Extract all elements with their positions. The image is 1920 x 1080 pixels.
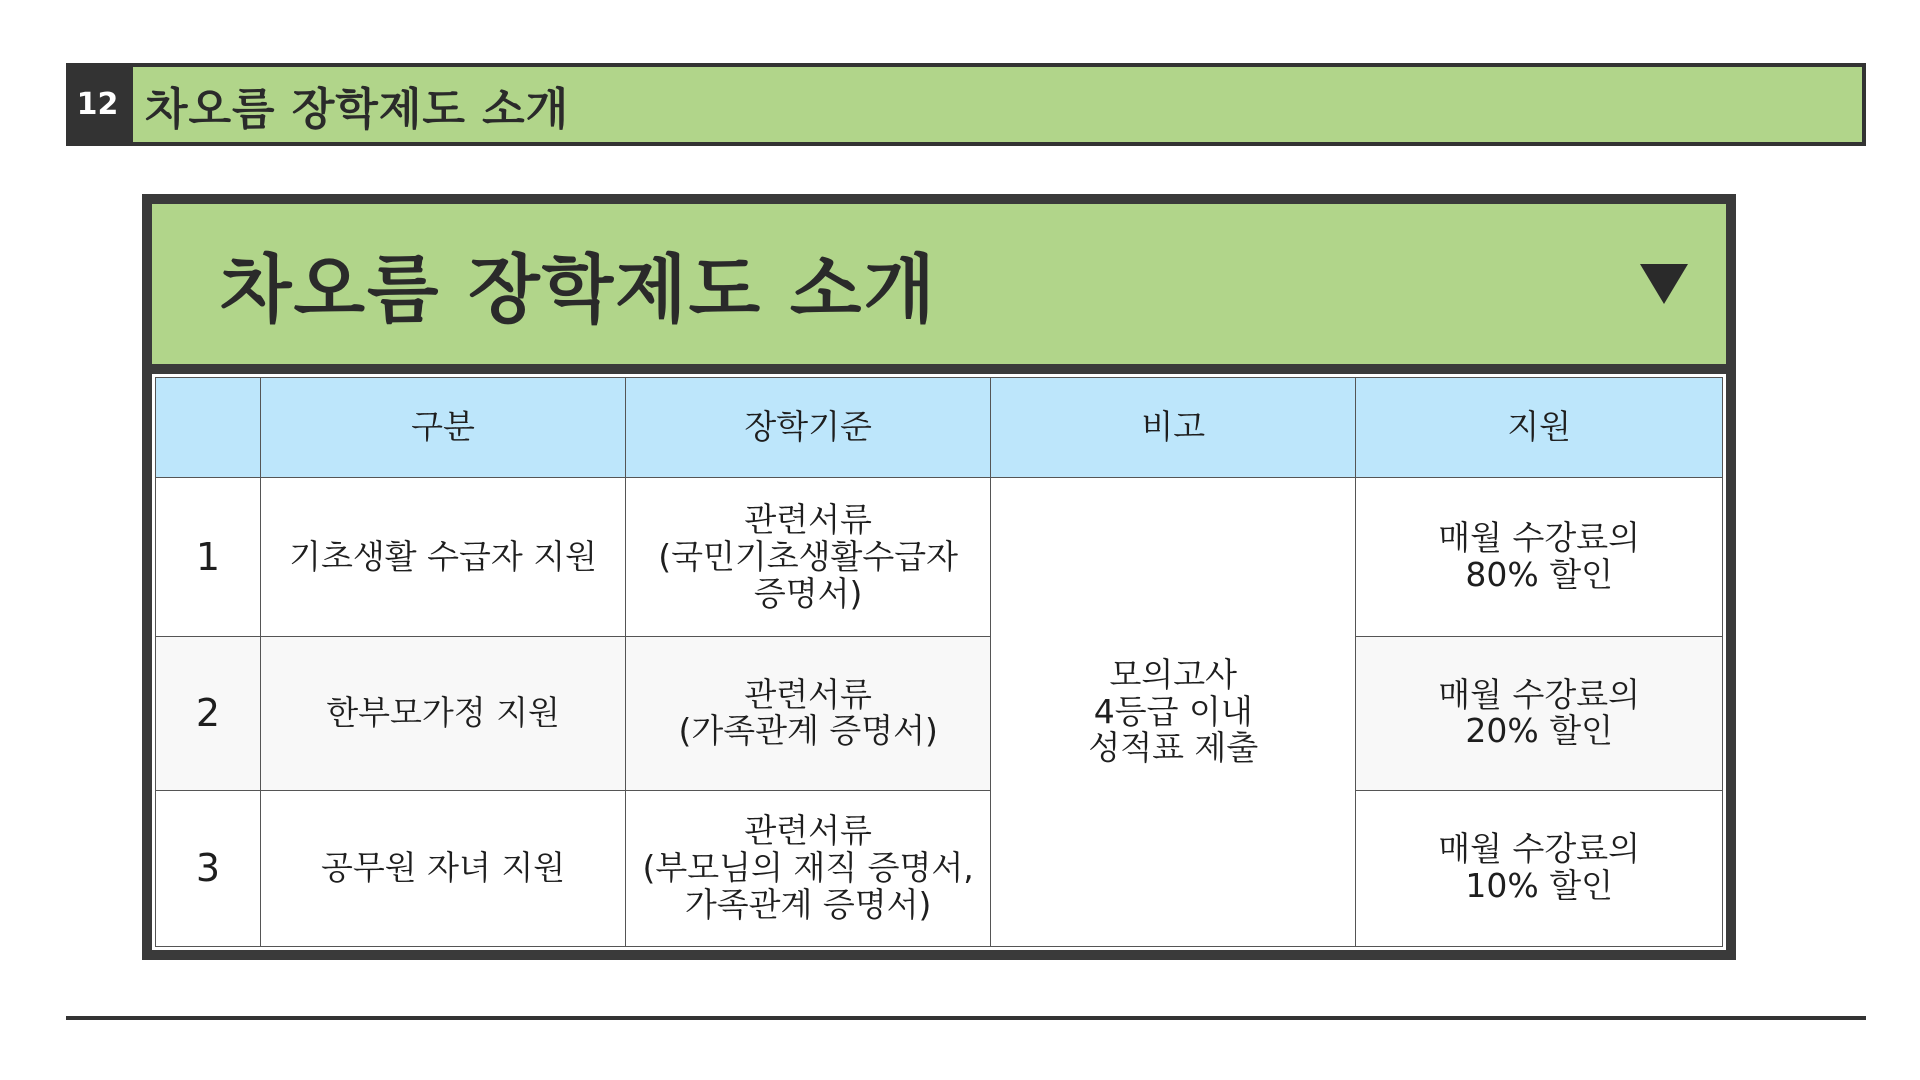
criteria-cell — [626, 637, 991, 790]
support-cell — [1356, 637, 1723, 790]
page-number: 12 — [66, 63, 129, 146]
criteria-line: (가족관계 증명서) — [678, 711, 938, 751]
category-cell: 기초생활 수급자 지원 — [260, 478, 625, 637]
support-line: 20% 할인 — [1465, 711, 1613, 751]
card-banner[interactable] — [152, 204, 1726, 364]
table-row — [156, 637, 1723, 790]
note-line: 4등급 이내 — [1093, 691, 1253, 731]
header-cell-category: 구분 — [260, 378, 625, 478]
criteria-cell — [626, 478, 991, 637]
table-wrap — [152, 374, 1726, 950]
header-cell-num — [156, 378, 261, 478]
note-cell — [991, 478, 1356, 947]
table-row — [156, 478, 1723, 637]
row-number: 3 — [156, 790, 261, 946]
header-bar — [129, 63, 1866, 146]
support-cell — [1356, 478, 1723, 637]
table-row — [156, 790, 1723, 946]
support-line: 매월 수강료의 — [1438, 518, 1641, 558]
criteria-line: 관련서류 — [744, 810, 872, 850]
slide-title: 차오름 장학제도 소개 — [145, 83, 570, 135]
scholarship-card — [142, 194, 1736, 960]
criteria-cell — [626, 790, 991, 946]
row-number: 2 — [156, 637, 261, 790]
support-line: 10% 할인 — [1465, 866, 1613, 906]
support-cell — [1356, 790, 1723, 946]
category-cell: 한부모가정 지원 — [260, 637, 625, 790]
card-title: 차오름 장학제도 소개 — [220, 247, 937, 333]
criteria-line: (국민기초생활수급자 — [658, 536, 959, 576]
footer-divider — [66, 1016, 1866, 1020]
slide-header — [66, 63, 1866, 146]
row-number: 1 — [156, 478, 261, 637]
criteria-line: 증명서) — [753, 573, 863, 613]
criteria-line: 관련서류 — [744, 499, 872, 539]
support-line: 매월 수강료의 — [1438, 674, 1641, 714]
header-cell-support: 지원 — [1356, 378, 1723, 478]
criteria-line: (부모님의 재직 증명서, — [642, 847, 974, 887]
header-cell-note: 비고 — [991, 378, 1356, 478]
note-line: 성적표 제출 — [1088, 728, 1259, 768]
support-line: 80% 할인 — [1465, 555, 1613, 595]
criteria-line: 관련서류 — [744, 674, 872, 714]
category-cell: 공무원 자녀 지원 — [260, 790, 625, 946]
triangle-down-icon[interactable] — [1640, 264, 1688, 304]
scholarship-table — [155, 377, 1723, 947]
criteria-line: 가족관계 증명서) — [684, 884, 932, 924]
support-line: 매월 수강료의 — [1438, 829, 1641, 869]
header-cell-criteria: 장학기준 — [626, 378, 991, 478]
table-header-row — [156, 378, 1723, 478]
note-line: 모의고사 — [1109, 654, 1238, 694]
